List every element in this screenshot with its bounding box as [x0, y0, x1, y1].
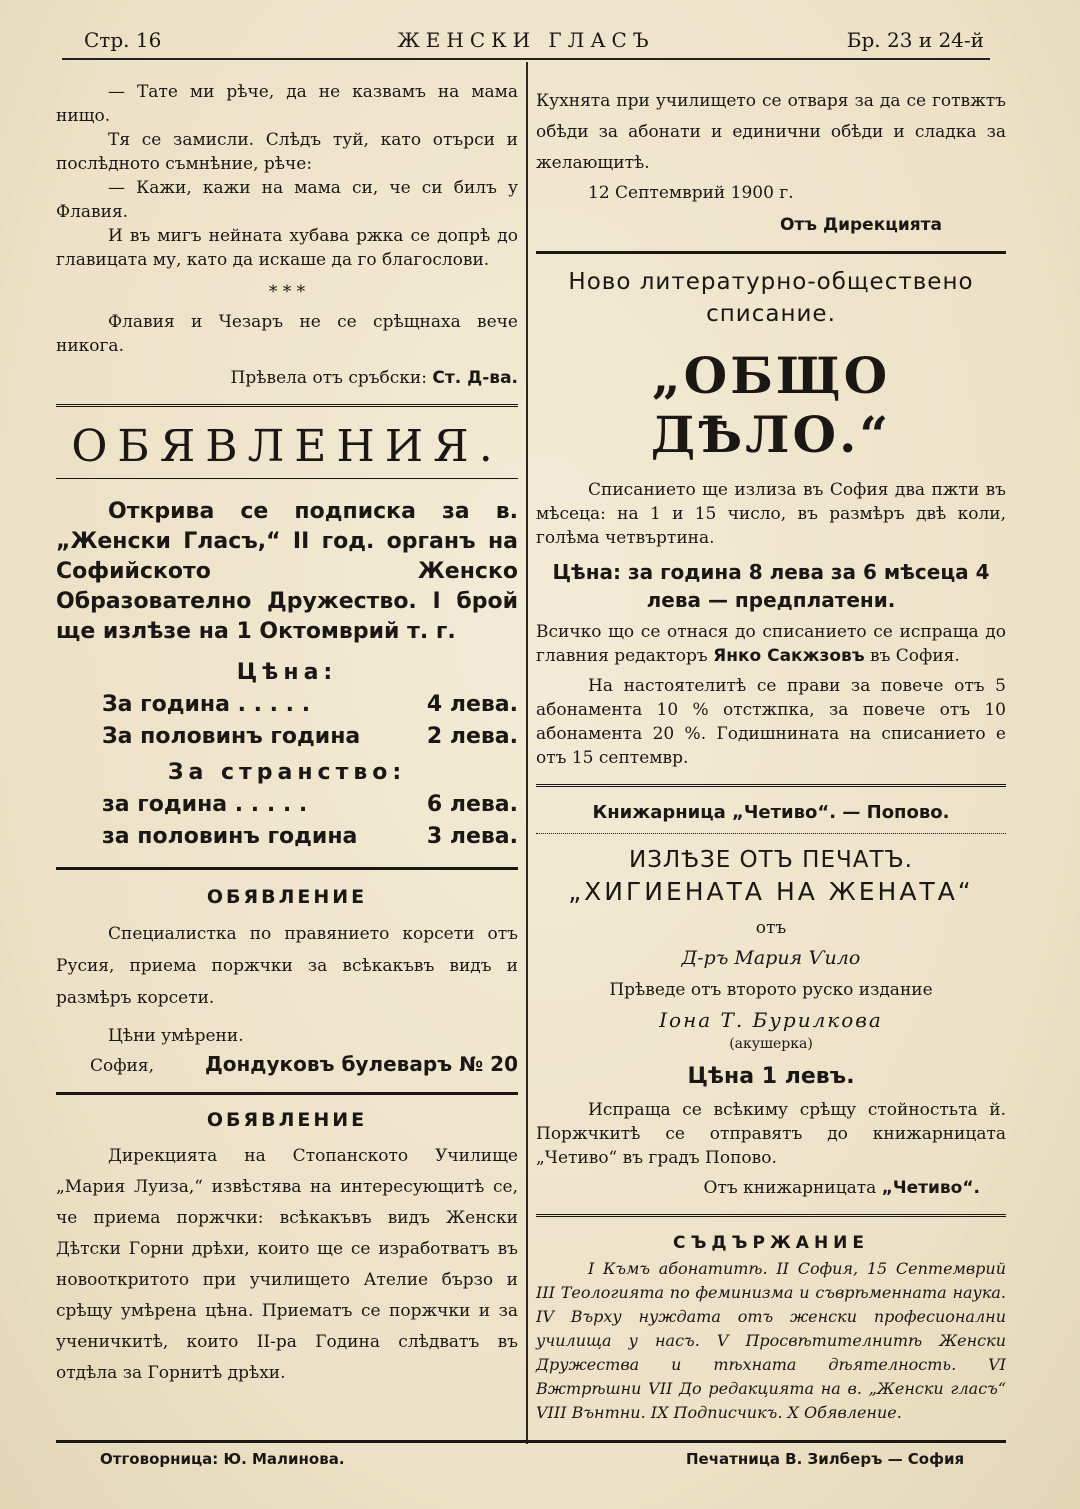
section-rule [536, 833, 1006, 834]
ad1-text: Специалистка по правянието корсети отъ Русия, приема поржчки за всѣкакъвъ видъ и размѣръ корсети. [56, 924, 518, 1008]
ad1-address: Дондуковъ булеваръ № 20 [204, 1052, 518, 1076]
ad1-heading: ОБЯВЛЕНИЕ [206, 886, 368, 908]
abroad-half-value: 3 лева. [426, 824, 518, 849]
magazine-editor: Янко Сакжзовъ [713, 646, 865, 666]
section-rule [56, 478, 518, 479]
story-paragraph: — Кажи, кажи на мама си, че си билъ у Флавия. [56, 178, 518, 222]
right-column [536, 86, 1006, 1425]
column-divider [526, 62, 528, 1444]
story-paragraph: Тя се замисли. Слѣдъ туй, като отърси и послѣдното съмнѣние, рѣче: [56, 130, 518, 174]
abroad-year-row [56, 789, 518, 821]
price-heading [56, 657, 518, 689]
translator-label: Прѣвела отъ сръбски: [230, 368, 427, 388]
direction-signature: Отъ Дирекцията [779, 215, 942, 235]
magazine-send-text: Всичко що се отнася до списанието се испраща до главния редакторъ [536, 622, 1006, 666]
story-paragraph: — Тате ми рѣче, да не казвамъ на мама нищо. [56, 82, 518, 126]
footer-rule [56, 1440, 1006, 1443]
price-heading-text: Цѣна: [236, 660, 338, 685]
book-from: отъ [755, 918, 787, 938]
magazine-send [536, 620, 1006, 668]
announcement-date: 12 Септемврий 1900 г. [588, 183, 794, 203]
section-rule [56, 867, 518, 870]
price-year-label: За година . . . . . [102, 692, 311, 717]
magazine-intro: Ново литературно-обществено списание. [568, 269, 974, 327]
translator-credit [56, 366, 518, 390]
ad1-city: София, [90, 1056, 155, 1076]
book-translated: Прѣведе отъ второто руско издание [609, 980, 933, 1000]
subscription-announcement: Открива се подписка за в. „Женски Гласъ,“ II год. органъ на Софийското Женско Образователно Дружество. I брой ще излѣзе на 1 Октомврий т. г. [56, 499, 518, 644]
ad2-text: Дирекцията на Стопанското Училище „Мария Луиза,“ извѣстява на интересующитѣ се, че приема поржчки: всѣкакъвъ видъ Женски Дѣтски Горни дрѣхи, които ще се изработватъ въ новооткритото при училището Ателие бързо и срѣщу умѣрена цѣна. Приематъ се поржчки и за ученичкитѣ, които II-ра Година слѣдватъ въ отдѣла за Горнитѣ дрѣхи. [56, 1146, 518, 1383]
left-column [56, 80, 518, 1389]
magazine-discount: На настоятелитѣ се прави за повече отъ 5 абонамента 10 % отстжпка, за повече отъ 10 абонамента 20 %. Годишнината на списанието е отъ 15 септемвр. [536, 676, 1006, 768]
book-send: Испраща се всѣкиму срѣщу стойностьта й. Поржчкитѣ се отправятъ до книжарницата „Четиво“ въ градъ Попово. [536, 1100, 1006, 1168]
issue-number: Бр. 23 и 24-й [846, 28, 984, 52]
book-signature [536, 1176, 1006, 1200]
book-translator: Іона Т. Бурилкова [659, 1008, 883, 1032]
bookstore-line: Книжарница „Четиво“. — Попово. [592, 802, 950, 823]
book-price: Цѣна 1 левъ. [687, 1064, 855, 1089]
newspaper-title: ЖЕНСКИ ГЛАСЪ [397, 28, 655, 52]
book-published: ИЗЛѢЗЕ ОТЪ ПЕЧАТЪ. [628, 847, 913, 873]
contents-text: I Къмъ абонатитѣ. II София, 15 Септемврий III Теологията по феминизма и съврѣменната наука. IV Върху нуждата отъ женски професионални училища у насъ. V Просвѣтителнитѣ Женски Дружества и тѣхната дѣятелность. VI Вжтрѣшни VII До редакцията на в. „Женски гласъ“ VIII Вънтни. IX Подписчикъ. X Обявление. [536, 1259, 1006, 1422]
abroad-heading [56, 757, 518, 789]
abroad-year-value: 6 лева. [426, 792, 518, 817]
section-stars: * * * [268, 282, 306, 302]
price-half-label: За половинъ година [102, 724, 361, 749]
story-paragraph: И въ мигъ нейната хубава ржка се допрѣ до главицата му, като да искаше да го благослови. [56, 226, 518, 270]
price-year-row [56, 689, 518, 721]
price-half-row [56, 721, 518, 753]
ad1-prices: Цѣни умѣрени. [108, 1026, 244, 1046]
book-author: Д-ръ Мария Ѵило [681, 947, 861, 969]
section-rule [56, 1092, 518, 1095]
footer-printer: Печатница В. Зилберъ — София [686, 1450, 965, 1468]
magazine-city: въ София. [870, 646, 960, 666]
contents-heading: СЪДЪРЖАНИЕ [672, 1233, 870, 1253]
magazine-text: Списанието ще излиза въ София два пжти въ мѣсеца: на 1 и 15 число, въ размѣръ двѣ коли, голѣма четвъртина. [536, 480, 1006, 548]
section-rule [536, 251, 1006, 254]
translator-name: Ст. Д-ва. [432, 368, 518, 388]
book-translator-role: (акушерка) [729, 1036, 813, 1052]
section-rule [536, 1214, 1006, 1221]
book-signature-name: „Четиво“. [881, 1178, 980, 1198]
book-signature-pre: Отъ книжарницата [703, 1178, 877, 1198]
section-rule [536, 784, 1006, 791]
story-ending: Флавия и Чезаръ не се срѣщнаха вече никога. [56, 312, 518, 356]
price-year-value: 4 лева. [426, 692, 518, 717]
page-header [62, 24, 990, 60]
magazine-title: „ОБЩО ДѢЛО.“ [650, 346, 892, 464]
footer-editor: Отговорница: Ю. Малинова. [100, 1450, 345, 1468]
ad1-address-row [56, 1052, 518, 1078]
abroad-half-label: за половинъ година [102, 824, 358, 849]
magazine-price: Цѣна: за година 8 лева за 6 мѣсеца 4 лева — предплатени. [552, 560, 990, 612]
abroad-half-row [56, 821, 518, 853]
book-title: „ХИГИЕНАТА НА ЖЕНАТА“ [568, 877, 974, 906]
ad2-heading: ОБЯВЛЕНИЕ [206, 1109, 368, 1131]
section-rule [56, 404, 518, 411]
abroad-year-label: за година . . . . . [102, 792, 308, 817]
ads-heading: ОБЯВЛЕНИЯ. [71, 421, 503, 472]
kitchen-text: Кухнята при училището се отваря за да се готвжтъ обѣди за абонати и единични обѣди и сладка за желающитѣ. [536, 91, 1006, 173]
page-number: Стр. 16 [84, 28, 162, 52]
abroad-heading-text: За странство: [167, 760, 407, 785]
price-half-value: 2 лева. [426, 724, 518, 749]
